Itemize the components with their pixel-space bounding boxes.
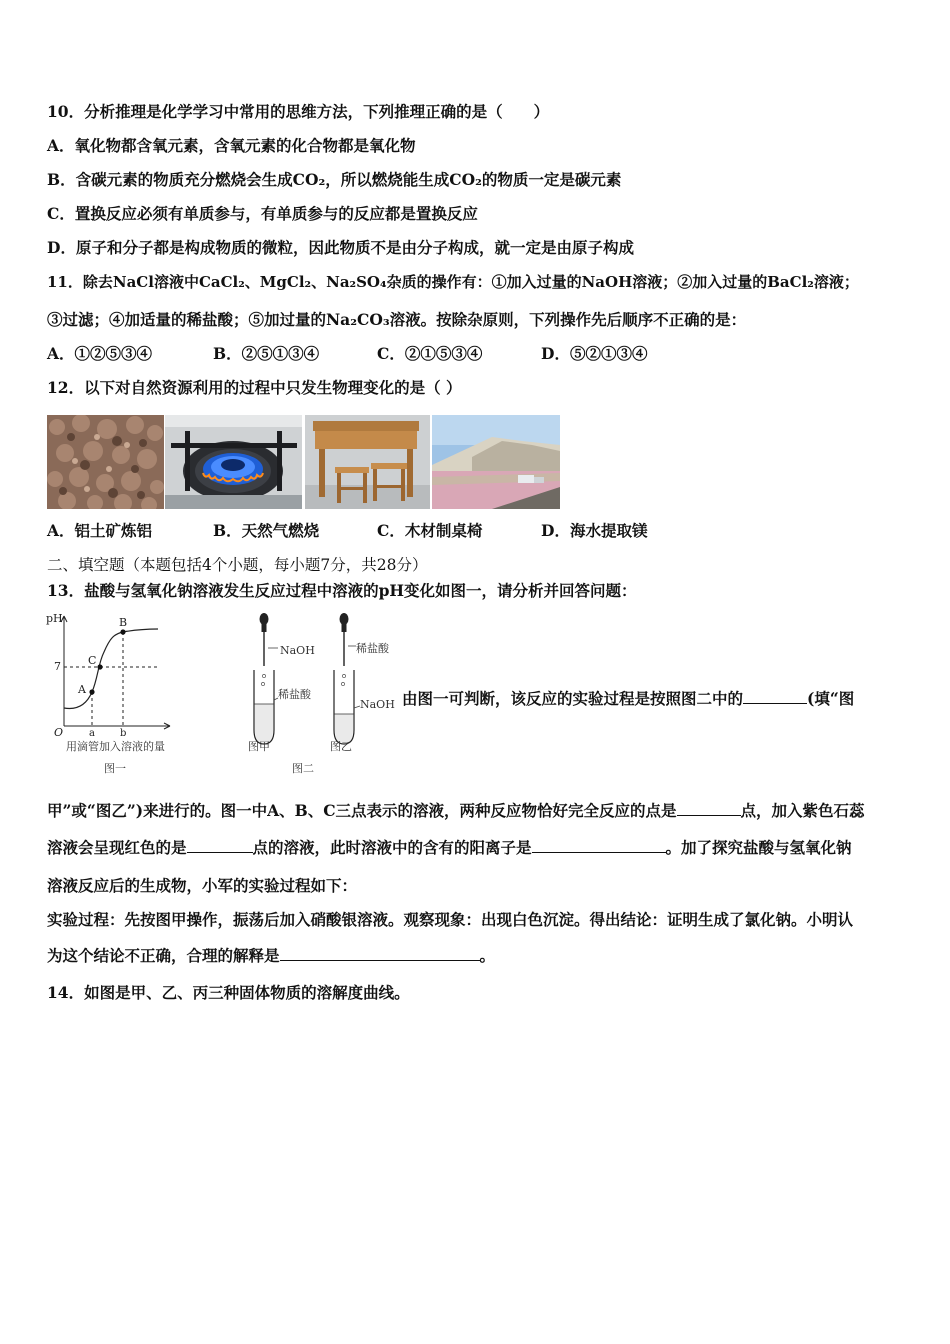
q13-line3 [47,838,852,858]
q10-option-c: C．置换反应必须有单质参与，有单质参与的反应都是置换反应 [47,204,478,223]
tick-b-label: b [120,728,127,739]
q12-option-a: A．铝土矿炼铝 [47,521,153,540]
q13-line4: 溶液反应后的生成物，小军的实验过程如下： [47,876,358,895]
wooden-desk-chairs-photo [305,415,430,509]
q13-line2-tail: 点，加入紫色石蕊 [740,801,865,820]
blank-4[interactable] [532,838,666,853]
blank-2[interactable] [677,801,741,816]
q10-option-d: D．原子和分子都是构成物质的微粒，因此物质不是由分子构成，就一定是由原子构成 [47,238,634,257]
q13-line5: 实验过程：先按图甲操作，振荡后加入硝酸银溶液。观察现象：出现白色沉淀。得出结论：证明生成了氯化钠。小明认 [47,910,854,929]
left-dropper-label: NaOH [280,644,315,657]
left-dropper [260,613,269,666]
ph-axis-label: pH [46,612,63,625]
q11-option-a: A．①②⑤③④ [47,344,153,363]
q13-inline-tail: (填“图 [807,689,855,708]
q12-option-b: B．天然气燃烧 [213,521,320,540]
q13-line3-tail: 。加了探究盐酸与氢氧化钠 [665,838,852,857]
q13-line2 [47,801,865,821]
point-b-marker [120,629,125,634]
q11-stem-line1: 11．除去NaCl溶液中CaCl₂、MgCl₂、Na₂SO₄杂质的操作有：①加入过量的NaOH溶液；②加入过量的BaCl₂溶液； [47,273,859,291]
blank-5[interactable] [280,946,480,961]
point-a-label: A [78,683,86,696]
point-a-marker [89,689,94,694]
q13-inline-text: 由图一可判断，该反应的实验过程是按照图二中的 [402,689,744,708]
figure-jia-caption: 图甲 [248,740,270,753]
right-dropper [340,613,349,666]
q12-stem: 12．以下对自然资源利用的过程中只发生物理变化的是（ ） [47,378,462,397]
q10-option-a: A．氧化物都含氧元素，含氧元素的化合物都是氧化物 [47,136,416,155]
q13-line6 [47,946,495,966]
ph-seven-label: 7 [54,660,61,673]
q14-stem: 14．如图是甲、乙、丙三种固体物质的溶解度曲线。 [47,983,410,1002]
figure-yi-caption: 图乙 [330,740,352,753]
q13-line6-text: 为这个结论不正确，合理的解释是 [47,946,280,965]
right-tube-label: NaOH [360,698,395,711]
x-axis-label: 用滴管加入溶液的量 [66,740,165,753]
q12-options [47,521,927,541]
q13-stem: 13．盐酸与氢氧化钠溶液发生反应过程中溶液的pH变化如图一，请分析并回答问题： [47,581,637,600]
q13-line3-mid: 点的溶液，此时溶液中的含有的阳离子是 [252,838,532,857]
gas-stove-flame-photo [165,415,302,509]
q13-inline-line [402,689,854,709]
q13-line2-text: 甲”或“图乙”)来进行的。图一中A、B、C三点表示的溶液，两种反应物恰好完全反应的点是 [47,801,677,820]
q12-option-d: D．海水提取镁 [541,521,648,540]
q11-option-d: D．⑤②①③④ [541,344,648,363]
q11-stem-line2: ③过滤；④加适量的稀盐酸；⑤加过量的Na₂CO₃溶液。按除杂原则，下列操作先后顺序不正确的是： [47,310,747,329]
bauxite-ore-photo [47,415,164,509]
seawater-salt-field-photo [432,415,560,509]
blank-3[interactable] [187,838,253,853]
origin-label: O [54,726,64,739]
left-tube-label: 稀盐酸 [278,688,311,701]
ph-curve-figure [42,612,192,780]
point-b-label: B [119,616,128,629]
blank-1[interactable] [743,689,807,704]
figure2-caption: 图二 [292,762,314,775]
section-title: 二、填空题（本题包括4个小题，每小题7分，共28分） [47,556,428,574]
point-c-label: C [88,654,97,667]
q10-stem: 10．分析推理是化学学习中常用的思维方法，下列推理正确的是（ ） [47,102,550,121]
q13-line6-tail: 。 [479,946,496,965]
tick-a-label: a [89,728,95,739]
q11-options [47,344,927,364]
point-c-marker [97,664,102,669]
right-dropper-label: 稀盐酸 [356,642,389,655]
q13-line3-text: 溶液会呈现红色的是 [47,838,187,857]
q10-option-b: B．含碳元素的物质充分燃烧会生成CO₂，所以燃烧能生成CO₂的物质一定是碳元素 [47,170,622,189]
q11-option-b: B．②⑤①③④ [213,344,320,363]
test-tube-figure [244,612,400,780]
q11-option-c: C．②①⑤③④ [377,344,483,363]
figure1-caption: 图一 [104,762,126,775]
q12-option-c: C．木材制桌椅 [377,521,483,540]
